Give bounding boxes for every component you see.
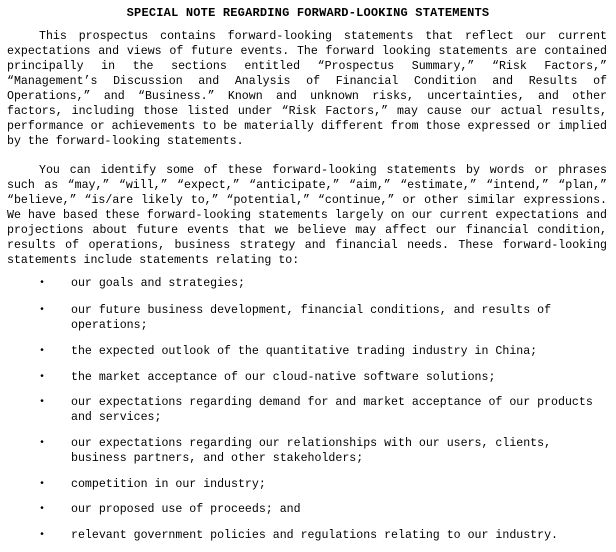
list-item-text: our expectations regarding our relationships with our users, clients, business partners, and other stakeholders; [71,437,552,465]
list-item-text: our expectations regarding demand for and market acceptance of our products and services; [71,396,593,424]
bullet-icon: • [39,397,46,408]
list-item-text: competition in our industry; [71,478,266,491]
bullet-icon: • [39,479,46,490]
paragraph-identify: You can identify some of these forward-looking statements by words or phrases such as “may,” “will,” “expect,” “anticipate,” “aim,” “estimate,” “intend,” “plan,” “believe,” “is/are likely to,” “potential,” “continue,” or other similar expressions. We have based these forward-looking statements largely on our current expectations and projections about future events that we believe may affect our financial condition, results of operations, business strategy and financial needs. These forward-looking statements include statements relating to: [7,164,607,267]
section-title: SPECIAL NOTE REGARDING FORWARD-LOOKING STATEMENTS [126,6,490,20]
bullet-icon: • [39,305,46,316]
list-item-text: our goals and strategies; [71,277,245,290]
list-item-text: relevant government policies and regulations relating to our industry. [71,529,559,542]
bullet-icon: • [39,372,46,383]
list-item-text: our future business development, financial conditions, and results of operations; [71,304,552,332]
paragraph-intro: This prospectus contains forward-looking statements that reflect our current expectations and views of future events. The forward looking statements are contained principally in the sections entitled “Prospectus Summary,” “Risk Factors,” “Management’s Discussion and Analysis of Financial Condition and Results of Operations,” and “Business.” Known and unknown risks, uncertainties, and other factors, including those listed under “Risk Factors,” may cause our actual results, performance or achievements to be materially different from those expressed or implied by the forward-looking statements. [7,30,607,148]
list-item-text: the market acceptance of our cloud-native software solutions; [71,371,496,384]
bullet-icon: • [39,504,46,515]
list-item-text: our proposed use of proceeds; and [71,503,301,516]
bullet-icon: • [39,278,46,289]
list-item-text: the expected outlook of the quantitative trading industry in China; [71,345,538,358]
bullet-icon: • [39,438,46,449]
bullet-icon: • [39,346,46,357]
bullet-icon: • [39,530,46,541]
